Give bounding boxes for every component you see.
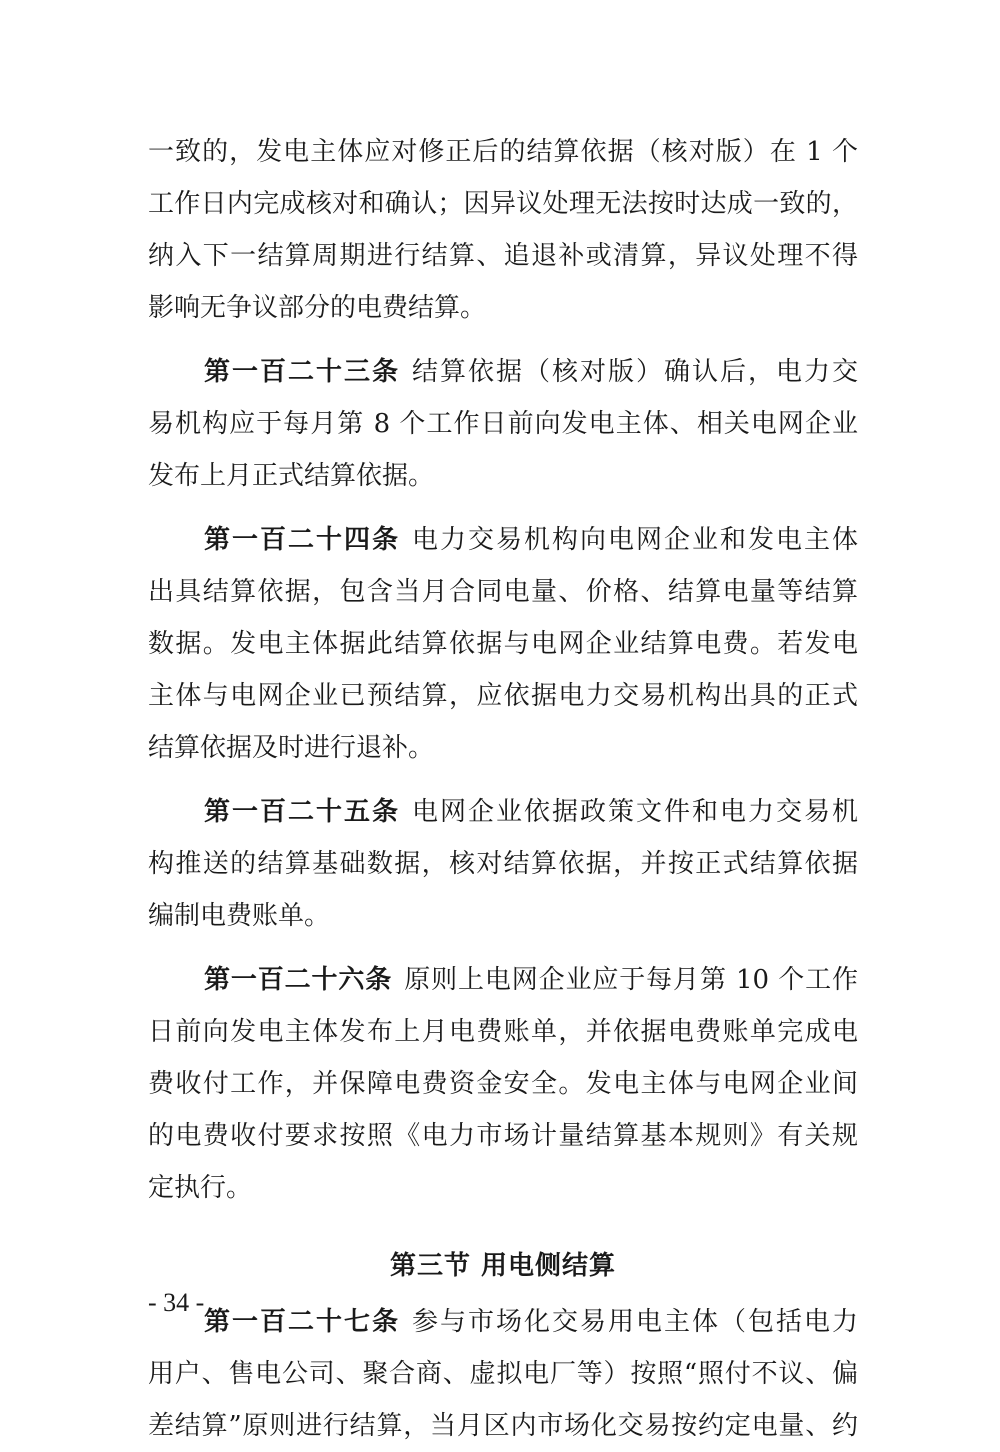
text-line: 定执行。 xyxy=(148,1173,253,1203)
intro-paragraph xyxy=(148,126,858,334)
article-127 xyxy=(148,1296,858,1452)
article-title: 第一百二十五条 xyxy=(204,797,400,827)
text-line: 一致的，发电主体应对修正后的结算依据（核对版）在 1 个 xyxy=(148,137,858,167)
article-125 xyxy=(148,786,858,942)
article-124 xyxy=(148,514,858,774)
article-title: 第一百二十七条 xyxy=(204,1307,400,1337)
text-line: 的电费收付要求按照《电力市场计量结算基本规则》有关规 xyxy=(148,1121,858,1151)
article-title: 第一百二十四条 xyxy=(204,525,400,555)
text-line: 纳入下一结算周期进行结算、追退补或清算，异议处理不得 xyxy=(148,241,858,271)
text-line: 用户、售电公司、聚合商、虚拟电厂等）按照“照付不议、偏 xyxy=(148,1359,858,1389)
text-line: 主体与电网企业已预结算，应依据电力交易机构出具的正式 xyxy=(148,681,858,711)
page-number: - 34 - xyxy=(148,1288,205,1317)
article-text: 电网企业依据政策文件和电力交易机 xyxy=(412,797,858,827)
article-text: 参与市场化交易用电主体（包括电力 xyxy=(412,1307,858,1337)
text-line: 影响无争议部分的电费结算。 xyxy=(148,293,487,323)
text-line: 出具结算依据，包含当月合同电量、价格、结算电量等结算 xyxy=(148,577,858,607)
text-line: 差结算”原则进行结算，当月区内市场化交易按约定电量、约 xyxy=(148,1411,858,1441)
page-body xyxy=(148,126,858,1452)
article-title: 第一百二十三条 xyxy=(204,357,400,387)
article-text: 电力交易机构向电网企业和发电主体 xyxy=(412,525,858,555)
text-line: 构推送的结算基础数据，核对结算依据，并按正式结算依据 xyxy=(148,849,858,879)
text-line: 数据。发电主体据此结算依据与电网企业结算电费。若发电 xyxy=(148,629,858,659)
article-text: 结算依据（核对版）确认后，电力交 xyxy=(412,357,858,387)
text-line: 结算依据及时进行退补。 xyxy=(148,733,435,763)
article-123 xyxy=(148,346,858,502)
article-126 xyxy=(148,954,858,1214)
text-line: 日前向发电主体发布上月电费账单，并依据电费账单完成电 xyxy=(148,1017,858,1047)
article-text: 原则上电网企业应于每月第 10 个工作 xyxy=(404,965,858,995)
text-line: 易机构应于每月第 8 个工作日前向发电主体、相关电网企业 xyxy=(148,409,858,439)
section-heading: 第三节 用电侧结算 xyxy=(389,1251,617,1281)
text-line: 编制电费账单。 xyxy=(148,901,331,931)
text-line: 工作日内完成核对和确认；因异议处理无法按时达成一致的， xyxy=(148,189,858,219)
text-line: 发布上月正式结算依据。 xyxy=(148,461,435,491)
article-title: 第一百二十六条 xyxy=(204,965,393,995)
text-line: 费收付工作，并保障电费资金安全。发电主体与电网企业间 xyxy=(148,1069,858,1099)
